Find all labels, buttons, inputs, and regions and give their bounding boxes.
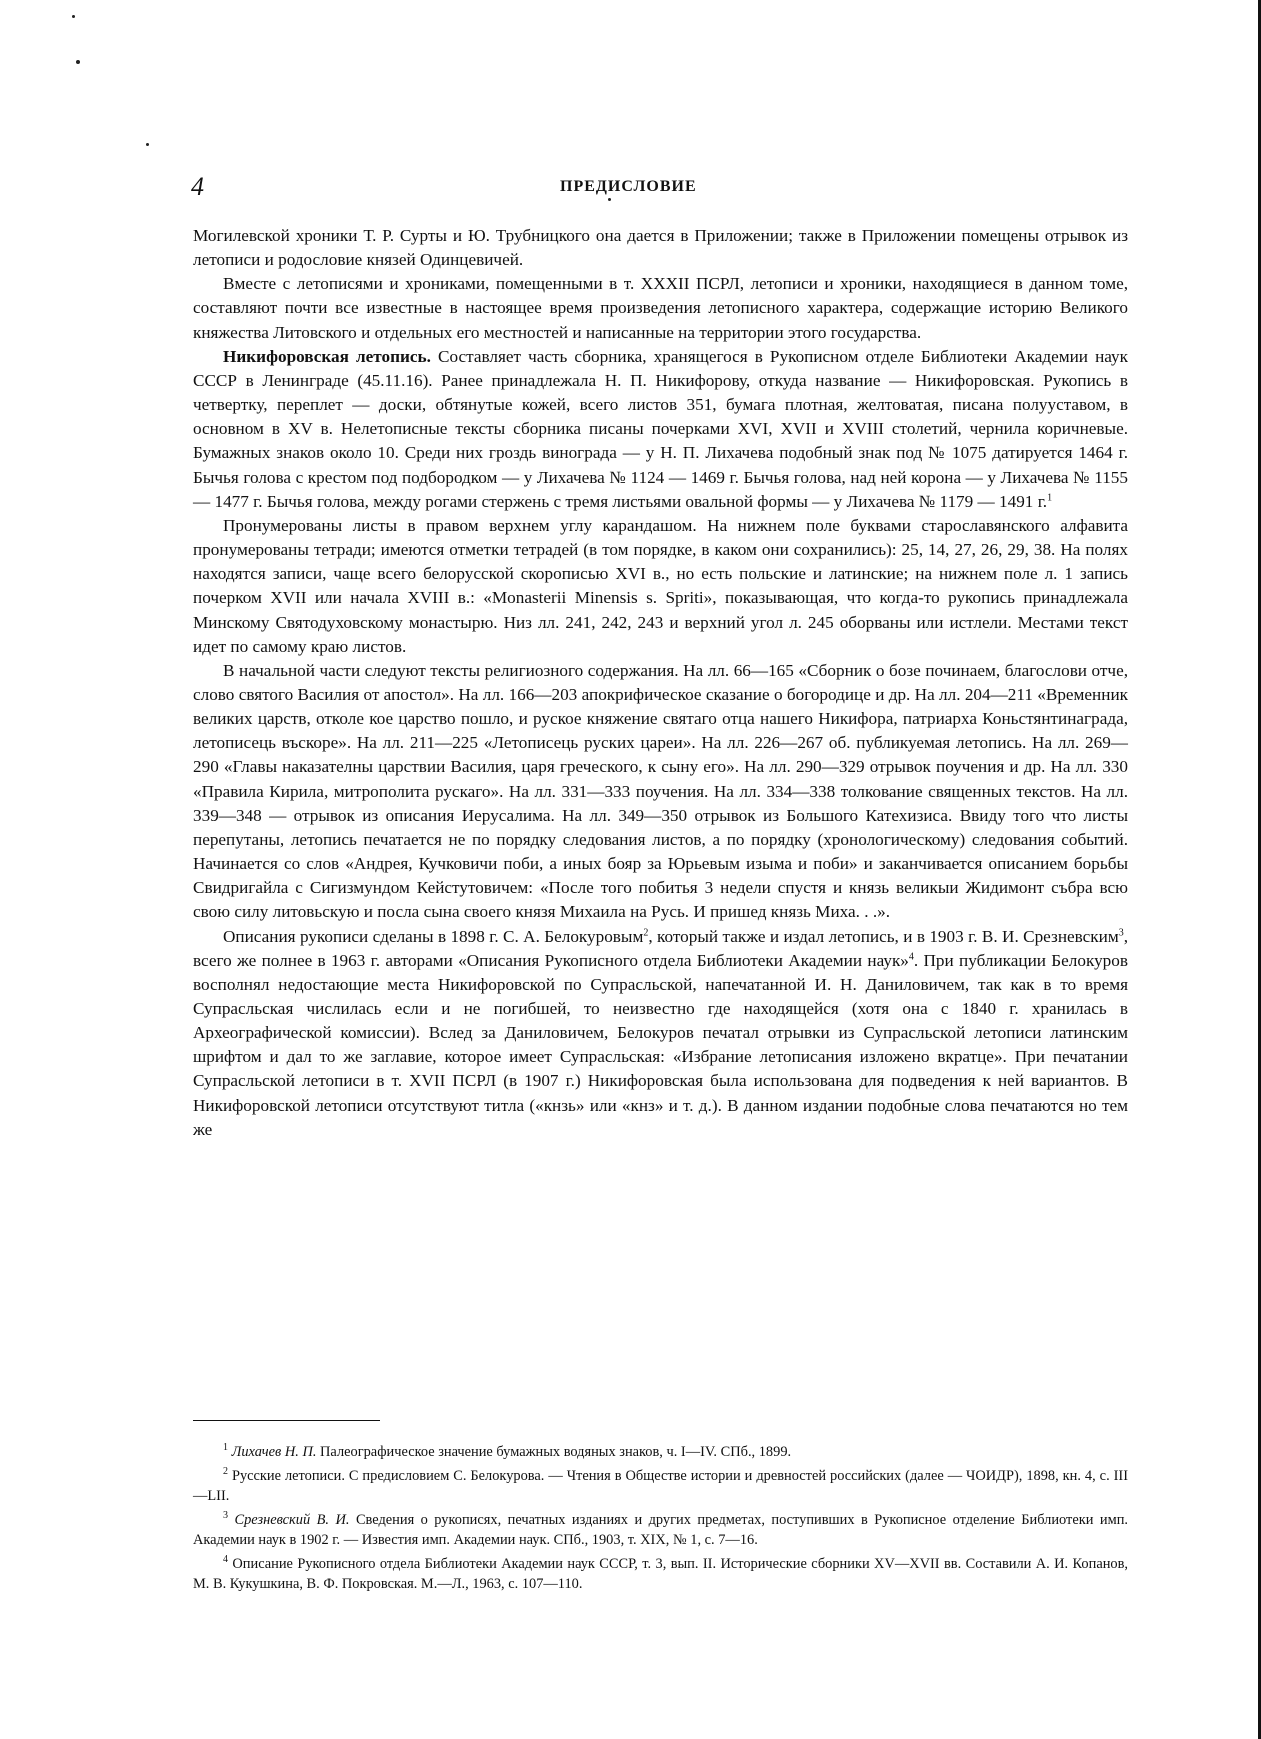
running-head: ПРЕДИСЛОВИЕ bbox=[560, 178, 697, 195]
paragraph-text: , всего же полнее в 1963 г. авторами «Описания Рукописного отдела Библиотеки Академии наук» bbox=[193, 926, 1129, 970]
footnote-number: 2 bbox=[223, 1465, 228, 1477]
footnote-ref[interactable]: 3 bbox=[1118, 926, 1124, 938]
paragraph: В начальной части следуют тексты религиозного содержания. На лл. 66—165 «Сборник о бозе починаем, благослови отче, слово святого Василия от апостол». На лл. 166—203 апокрифическое сказание о богородице и др. На лл. 204—211 «Временник великих царств, отколе кое царство пошло, и руское княжение святаго отца нашего Никифора, патриарха Коньстянтинаграда, летописець въскоре». На лл. 211—225 «Летописець руских цареи». На лл. 226—267 об. публикуемая летопись. На лл. 269—290 «Главы наказателны царствии Василия, царя греческого, к сыну его». На лл. 290—329 отрывок поучения и др. На лл. 330 «Правила Кирила, митрополита рускаго». На лл. 331—333 поучения. На лл. 334—338 толкование священных текстов. На лл. 339—348 — отрывок из описания Иерусалима. На лл. 349—350 отрывок из Большого Катехизиса. Ввиду того что листы перепутаны, летопись печатается не по порядку следования листов, а по порядку (хронологическому) следования событий. Начинается со слов «Андрея, Кучковичи поби, а иных бояр за Юрьевым изыма и поби» и заканчивается описанием борьбы Свидригайла с Сигизмундом Кейстутовичем: «После того побитья 3 недели спустя и князь великыи Жидимонт събра всю свою силу литовьскую и посла сына своего князя Михаила на Русь. И пришед князь Миха. . .». bbox=[193, 660, 1128, 922]
paragraph bbox=[193, 345, 1128, 514]
footnote bbox=[193, 1554, 1128, 1595]
footnote bbox=[193, 1466, 1128, 1507]
speck bbox=[76, 60, 80, 64]
footnote-text: Палеографическое значение бумажных водяных знаков, ч. I—IV. СПб., 1899. bbox=[316, 1444, 792, 1460]
footnote-text: Описание Рукописного отдела Библиотеки Академии наук СССР, т. 3, вып. II. Исторические сборники XV—XVII вв. Составили А. И. Копанов, М. В. Кукушкина, В. Ф. Покровская. М.—Л., 1963, с. 107—110. bbox=[193, 1555, 1128, 1592]
footnote-number: 4 bbox=[223, 1553, 228, 1565]
footnote-ref[interactable]: 1 bbox=[1047, 491, 1053, 503]
paragraph-text: Составляет часть сборника, хранящегося в Рукописном отделе Библиотеки Академии наук СССР в Ленинграде (45.11.16). Ранее принадлежала Н. П. Никифорову, откуда название — Никифоровская. Рукопись в четвертку, переплет — доски, обтянутые кожей, всего листов 351, бумага плотная, желтоватая, писана полууставом, в основном в XV в. Нелетописные тексты сборника писаны почерками XVI, XVII и XVIII столетий, чернила коричневые. Бумажных знаков около 10. Среди них гроздь винограда — у Н. П. Лихачева подобный знак под № 1075 датируется 1464 г. Бычья голова с крестом под подбородком — у Лихачева № 1124 — 1469 г. Бычья голова, над ней корона — у Лихачева № 1155 — 1477 г. Бычья голова, между рогами стержень с тремя листьями овальной формы — у Лихачева № 1179 — 1491 г. bbox=[193, 346, 1128, 511]
speck bbox=[608, 198, 611, 201]
footnotes bbox=[193, 1442, 1128, 1598]
footnote-text: Русские летописи. С предисловием С. Белокурова. — Чтения в Обществе истории и древностей российских (далее — ЧОИДР), 1898, кн. 4, с. III—LII. bbox=[193, 1467, 1128, 1504]
footnote-author: Срезневский В. И. bbox=[234, 1511, 350, 1528]
footnote-author: Лихачев Н. П. bbox=[231, 1444, 317, 1460]
main-text bbox=[193, 224, 1128, 1142]
section-heading: Никифоровская летопись. bbox=[223, 346, 431, 366]
footnote-rule bbox=[193, 1420, 380, 1421]
footnote-number: 1 bbox=[223, 1442, 228, 1454]
paragraph-text: . При публикации Белокуров восполнял недостающие места Никифоровской по Супрасльской, напечатанной И. Н. Даниловичем, так как в то время Супрасльская числилась если и не погибшей, то неизвестно где находящейся (хотя она с 1840 г. хранилась в Археографической комиссии). Вслед за Даниловичем, Белокуров печатал отрывки из Супрасльской летописи латинским шрифтом и дал то же заглавие, которое имеет Супрасльская: «Избрание летописания изложено вкратце». При печатании Супрасльской летописи в т. XVII ПСРЛ (в 1907 г.) Никифоровская была использована для подведения к ней вариантов. В Никифоровской летописи отсутствуют титла («кнзь» или «кнз» и т. д.). В данном издании подобные слова печатаются но тем же bbox=[193, 950, 1128, 1139]
footnote bbox=[193, 1442, 1128, 1463]
footnote bbox=[193, 1510, 1128, 1551]
page-number: 4 bbox=[191, 172, 204, 201]
paragraph-text: , который также и издал летопись, и в 1903 г. В. И. Срезневским bbox=[648, 926, 1119, 946]
speck bbox=[146, 143, 149, 146]
footnote-ref[interactable]: 4 bbox=[908, 950, 914, 962]
speck bbox=[72, 15, 75, 18]
paragraph bbox=[193, 925, 1128, 1142]
footnote-number: 3 bbox=[223, 1509, 228, 1521]
paragraph: Пронумерованы листы в правом верхнем углу карандашом. На нижнем поле буквами старославянского алфавита пронумерованы тетради; имеются отметки тетрадей (в том порядке, в каком они сохранились): 25, 14, 27, 26, 29, 38. На полях находятся записи, чаще всего белорусской скорописью XVI в., но есть польские и латинские; на нижнем поле л. 1 запись почерком XVII или начала XVIII в.: «Monasterii Minensis s. Spriti», показывающая, что когда-то рукопись принадлежала Минскому Святодуховскому монастырю. Низ лл. 241, 242, 243 и верхний угол л. 245 оборваны или истлели. Местами текст идет по самому краю листов. bbox=[193, 515, 1128, 656]
paragraph-text: Описания рукописи сделаны в 1898 г. С. А. Белокуровым bbox=[223, 926, 644, 946]
footnote-text: Сведения о рукописях, печатных изданиях и других предметах, поступивших в Рукописное отделение Библиотеки имп. Академии наук в 1902 г. — Известия имп. Академии наук. СПб., 1903, т. XIX, № 1, с. 7—16. bbox=[193, 1511, 1128, 1548]
paragraph: Могилевской хроники Т. Р. Сурты и Ю. Трубницкого она дается в Приложении; также в Приложении помещены отрывок из летописи и родословие князей Одинцевичей. bbox=[193, 226, 1128, 270]
footnote-ref[interactable]: 2 bbox=[643, 926, 649, 938]
paragraph: Вместе с летописями и хрониками, помещенными в т. XXXII ПСРЛ, летописи и хроники, находящиеся в данном томе, составляют почти все известные в настоящее время произведения летописного характера, содержащие историю Великого княжества Литовского и отдельных его местностей и написанные на территории этого государства. bbox=[193, 274, 1128, 342]
